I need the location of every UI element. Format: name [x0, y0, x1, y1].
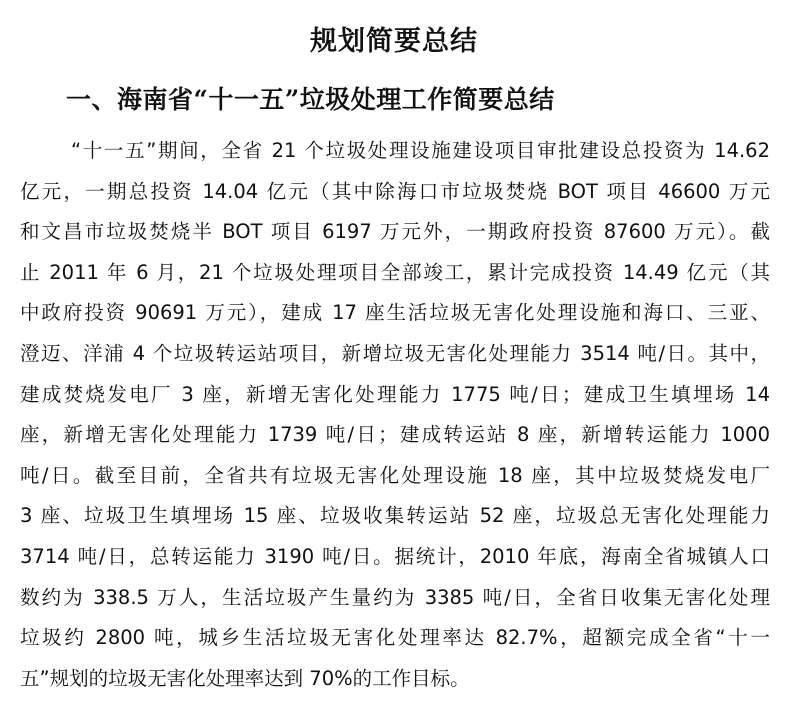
paragraph-line: 澄迈、洋浦 4 个垃圾转运站项目，新增垃圾无害化处理能力 3514 吨/日。其中， [20, 341, 770, 365]
paragraph-line: 座，新增无害化处理能力 1739 吨/日；建成转运站 8 座，新增转运能力 1000 [20, 423, 770, 447]
document-title: 规划简要总结 [310, 26, 478, 57]
paragraph-line: 止 2011 年 6 月，21 个垃圾处理项目全部竣工，累计完成投资 14.49 亿元（其 [20, 260, 770, 284]
paragraph-line: 和文昌市垃圾焚烧半 BOT 项目 6197 万元外，一期政府投资 87600 万元）。截 [20, 220, 770, 244]
summary-paragraph [20, 131, 770, 699]
paragraph-line: 数约为 338.5 万人，生活垃圾产生量约为 3385 吨/日，全省日收集无害化处理 [20, 585, 770, 609]
paragraph-line: 垃圾约 2800 吨，城乡生活垃圾无害化处理率达 82.7%，超额完成全省“十一 [20, 626, 770, 650]
paragraph-line: 亿元，一期总投资 14.04 亿元（其中除海口市垃圾焚烧 BOT 项目 46600 万元 [20, 179, 770, 203]
paragraph-line: 建成焚烧发电厂 3 座，新增无害化处理能力 1775 吨/日；建成卫生填埋场 14 [20, 382, 770, 406]
paragraph-line: “十一五”期间，全省 21 个垃圾处理设施建设项目审批建设总投资为 14.62 [71, 139, 770, 162]
paragraph-line: 吨/日。截至目前，全省共有垃圾无害化处理设施 18 座，其中垃圾焚烧发电厂 [20, 463, 770, 487]
paragraph-line: 3714 吨/日，总转运能力 3190 吨/日。据统计，2010 年底，海南全省城镇人口 [20, 544, 770, 568]
section-heading: 一、海南省“十一五”垃圾处理工作简要总结 [66, 85, 555, 114]
paragraph-line: 中政府投资 90691 万元），建成 17 座生活垃圾无害化处理设施和海口、三亚、 [20, 301, 770, 325]
paragraph-line: 3 座、垃圾卫生填埋场 15 座、垃圾收集转运站 52 座，垃圾总无害化处理能力 [20, 504, 770, 528]
paragraph-line: 五”规划的垃圾无害化处理率达到 70%的工作目标。 [20, 666, 470, 690]
